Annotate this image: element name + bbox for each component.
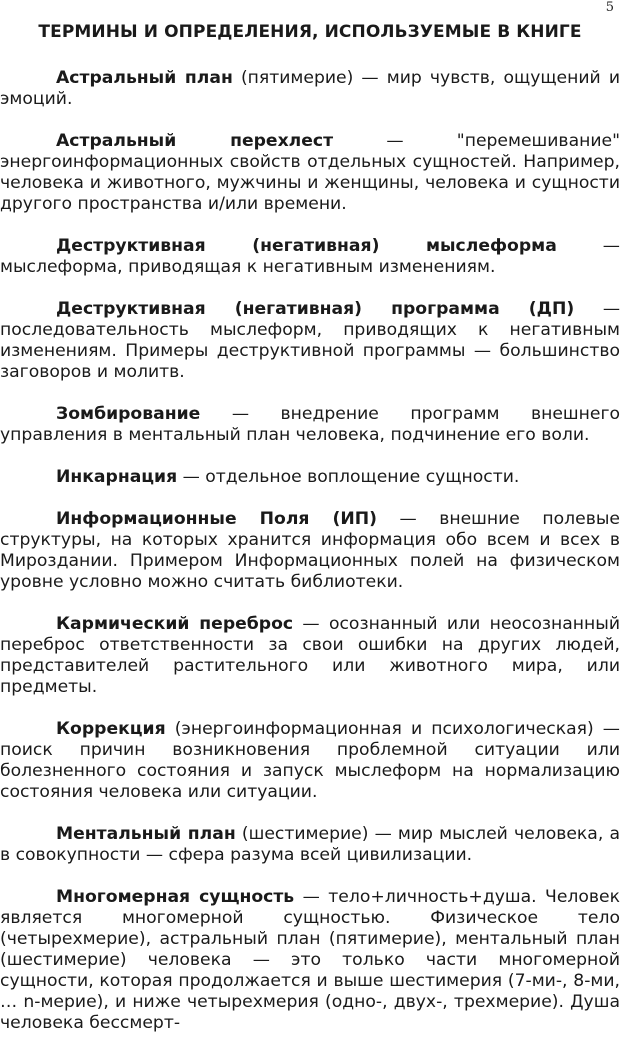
- term-name: Инкарнация: [56, 467, 178, 487]
- term-definition: — внедрение программ внешнего управления в ментальный план человека, подчинение его воли.: [0, 404, 620, 445]
- terms-list: [0, 68, 620, 1055]
- term-name: Многомерная сущность: [56, 887, 295, 907]
- term-definition: — тело+личность+душа. Человек является многомерной сущностью. Физическое тело (четырехмерие), астральный план (пятимерие), ментальный план (шестимерие) человека — это только части многомерной сущности, которая продолжается и выше шестимерия (7-ми-, 8-ми, … n-мерие), и ниже четырехмерия (одно-, двух-, трехмерие). Душа человека бессмерт-: [0, 887, 620, 1033]
- term-definition: — мыслеформа, приводящая к негативным изменениям.: [0, 236, 620, 277]
- term-entry: [0, 236, 620, 278]
- term-name: Зомбирование: [56, 404, 201, 424]
- term-entry: [0, 467, 620, 488]
- term-entry: [0, 299, 620, 383]
- term-entry: [0, 509, 620, 593]
- term-name: Астральный план: [56, 68, 233, 88]
- term-definition: — "перемешивание" энергоинформационных свойств отдельных сущностей. Например, человека и животного, мужчины и женщины, человека и сущности другого пространства и/или времени.: [0, 131, 620, 214]
- term-name: Деструктивная (негативная) мыслеформа: [56, 236, 557, 256]
- term-entry: [0, 404, 620, 446]
- term-name: Информационные Поля (ИП): [56, 509, 377, 529]
- page-title: ТЕРМИНЫ И ОПРЕДЕЛЕНИЯ, ИСПОЛЬЗУЕМЫЕ В КНИГЕ: [38, 22, 582, 42]
- term-definition: — осознанный или неосознанный переброс ответственности за свои ошибки на других людей, представителей растительного или животного мира, или предметы.: [0, 614, 620, 697]
- term-entry: [0, 614, 620, 698]
- term-definition: — внешние полевые структуры, на которых хранится информация обо всем и всех в Мироздании. Примером Информационных полей на физическом уровне условно можно считать библиотеки.: [0, 509, 620, 592]
- term-definition: (пятимерие) — мир чувств, ощущений и эмоций.: [0, 68, 620, 109]
- term-entry: [0, 887, 620, 1034]
- term-definition: — последовательность мыслеформ, приводящих к негативным изменениям. Примеры деструктивной программы — большинство заговоров и молитв.: [0, 299, 620, 382]
- term-entry: [0, 824, 620, 866]
- term-entry: [0, 719, 620, 803]
- term-definition: (шестимерие) — мир мыслей человека, а в совокупности — сфера разума всей цивилизации.: [0, 824, 620, 865]
- term-definition: — отдельное воплощение сущности.: [177, 467, 520, 487]
- term-name: Коррекция: [56, 719, 166, 739]
- term-name: Кармический переброс: [56, 614, 294, 634]
- term-entry: [0, 68, 620, 110]
- term-name: Астральный перехлест: [56, 131, 334, 151]
- term-name: Ментальный план: [56, 824, 236, 844]
- term-definition: (энергоинформационная и психологическая) — поиск причин возникновения проблемной ситуации или болезненного состояния и запуск мыслеформ на нормализацию состояния человека или ситуации.: [0, 719, 620, 802]
- term-entry: [0, 131, 620, 215]
- term-name: Деструктивная (негативная) программа (ДП): [56, 299, 575, 319]
- page-number: 5: [605, 0, 614, 15]
